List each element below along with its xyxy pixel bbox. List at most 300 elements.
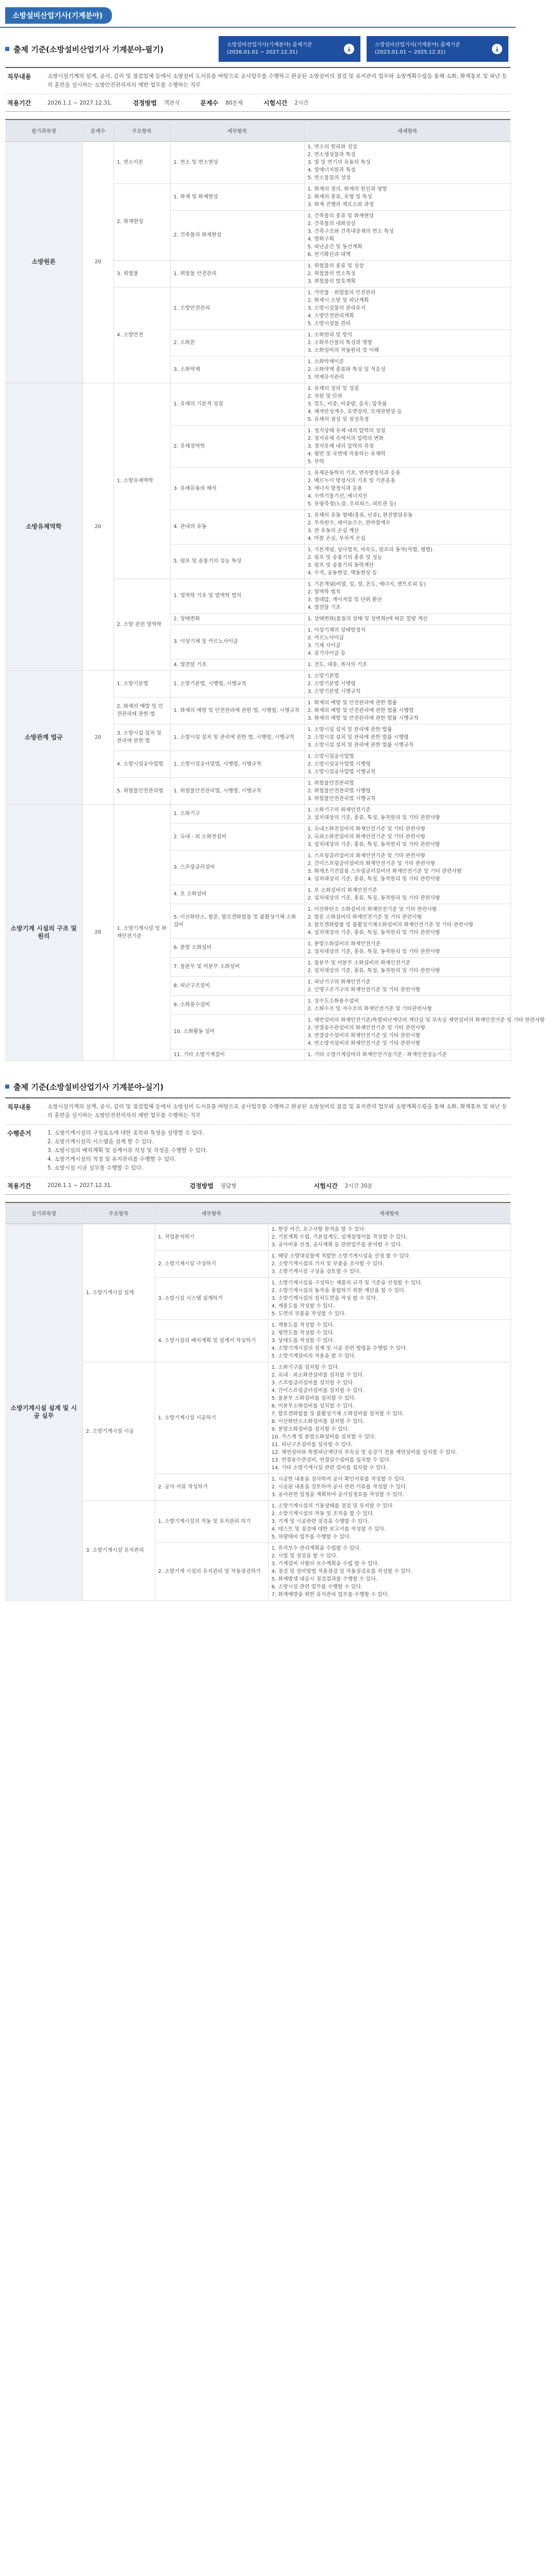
detail-item: 11. 피난구조설비를 설치할 수 있다.: [271, 1442, 353, 1448]
detail-item: 1. 유체운동학의 기초, 연속방정식과 응용: [307, 470, 401, 476]
detail-item: 4. 간이스프링클러설비를 설치할 수 있다.: [271, 1388, 365, 1394]
detail-items: [304, 260, 510, 287]
time-value: 2시간: [294, 100, 309, 106]
detail-item: 2. 펌프 및 송풍기의 종류 및 성능: [307, 554, 383, 561]
table-header-row: [5, 1202, 510, 1224]
question-count: 20: [82, 141, 113, 383]
table-row: [5, 141, 510, 183]
detail-item: 1. 화재의 정의, 화재의 원인과 영향: [307, 186, 387, 192]
detail-item: 2. 소방시설 설치 및 관리에 관한 법률 시행령: [307, 734, 409, 740]
sub-item: 1. 소방시설공사업법, 시행령, 시행규칙: [170, 751, 304, 777]
detail-item: 4. 마찰 손실, 부차적 손실: [307, 535, 366, 541]
detail-item: 2. 열역학 법칙: [307, 589, 341, 595]
detail-item: 3. 상세도를 작성할 수 있다.: [271, 1338, 335, 1344]
time-label: 시험시간: [263, 99, 288, 107]
detail-item: 2. 옥내 · 외소화전설비를 설치할 수 있다.: [271, 1372, 365, 1378]
period-value: 2026.1.1 ~ 2027.12.31.: [47, 99, 112, 106]
detail-item: 4. 설치대상의 기준, 종류, 특징, 동작원리 및 기타 관련사항: [307, 929, 440, 936]
sub-item: 1. 화재의 예방 및 안전관리에 관한 법, 시행령, 시행규칙: [170, 697, 304, 724]
detail-items: [304, 356, 510, 383]
sub-item: 1. 유체의 기본적 성질: [170, 383, 304, 425]
sub-item: 2. 소화론: [170, 329, 304, 356]
detail-item: 2. 할론 소화설비의 화재안전기준 및 기타 관련사항: [307, 914, 422, 920]
main-item: 3. 소방시설 설치 및 관리에 관한 법: [113, 724, 170, 751]
bullet-square-icon: [5, 47, 9, 51]
detail-items: [304, 467, 510, 510]
detail-item: 3. 공사비용 산정, 공사계획 등 관련업무를 분석할 수 있다.: [271, 1242, 403, 1248]
detail-item: 5. 화재발생 대응시 점검결과를 수행할 수 있다.: [271, 1577, 378, 1582]
duty-text: 소방시설기계의 설계, 공사, 감리 및 점검업체 등에서 소방설비 도서류를 바탕으로 공사업무를 수행하고 완공된 소방설비의 점검 및 유지관리 업무와 소방계획수립을 통해 소화, 화재통보 및 피난 등의 훈련을 실시하는 소방안전관리자의 제반 업무를 수행하는 직무: [47, 1103, 507, 1118]
detail-items: [304, 510, 510, 544]
detail-items: [304, 904, 510, 938]
detail-item: 2. 소화수조 및 저수조의 화재안전기준 및 기타관련사항: [307, 1006, 432, 1012]
question-count: 20: [82, 383, 113, 670]
meta-row: [5, 1177, 510, 1194]
detail-item: 3. 소방시설 설치 및 관리에 관한 법률 시행규칙: [307, 742, 414, 748]
duty-label: 직무내용: [7, 1103, 31, 1111]
column-header: 세부항목: [170, 120, 304, 141]
detail-item: 1. 계통도를 작성할 수 있다.: [271, 1323, 335, 1328]
detail-item: 1. 이산화탄소 소화설비의 화재안전기준 및 기타 관련사항: [307, 906, 437, 912]
detail-items: [304, 804, 510, 823]
detail-item: 4. 평면 및 곡면에 작용하는 유체력: [307, 451, 386, 457]
detail-item: 5. 피난공간 및 동선계획: [307, 244, 362, 250]
detail-item: 4. 열에너지원과 특성: [307, 167, 356, 173]
detail-item: 3. 소방기계시설의 설치도면을 작성 할 수 있다.: [271, 1296, 378, 1301]
detail-items: [304, 957, 510, 976]
detail-item: 13. 연결송수관설비, 연결살수설비를 설치할 수 있다.: [271, 1458, 391, 1463]
detail-item: 5. 물분무 소화설비를 설치할 수 있다.: [271, 1396, 356, 1401]
detail-items: [268, 1320, 510, 1362]
detail-item: 2. 연결송수관설비의 화재안전기준 및 기타 관련사항: [307, 1025, 425, 1031]
detail-item: 1. 유체의 정의 및 성질: [307, 385, 359, 392]
detail-item: 4. 증기사이클 등: [307, 650, 346, 656]
detail-items: [304, 885, 510, 904]
performance-label: 수행준거: [7, 1129, 31, 1137]
sub-item: 1. 열역학 기초 및 열역학 법칙: [170, 579, 304, 613]
detail-item: 1. 소방기본법: [307, 673, 339, 679]
sub-item: 5. 펌프 및 송풍기의 성능 특성: [170, 544, 304, 579]
detail-item: 1. 상수도소화용수설비: [307, 998, 359, 1004]
download-buttons: [219, 36, 508, 62]
column-header: 주요항목: [113, 120, 170, 141]
detail-item: 1. 포 소화설비의 화재안전기준: [307, 887, 377, 893]
detail-item: 3. 화재의 예방 및 안전관리에 관한 법률 시행규칙: [307, 715, 419, 721]
detail-item: 3. 소화설비의 작동원리 및 이해: [307, 347, 379, 353]
detail-item: 8. 이산화탄소소화설비를 설치할 수 있다.: [271, 1419, 365, 1425]
detail-item: 4. 체적탄성계수, 표면장력, 모세관현상 등: [307, 409, 402, 415]
detail-item: 14. 기타 소방기계시설 관련 설비를 설치할 수 있다.: [271, 1465, 388, 1471]
main-item: 1. 연소이론: [113, 141, 170, 183]
subject-name: 소방원론: [5, 141, 82, 383]
detail-item: 4. 점검 및 정비방법 적용점검 및 작동점검표를 작성할 수 있다.: [271, 1569, 412, 1574]
detail-item: 1. 전도, 대류, 복사의 기초: [307, 662, 368, 668]
sub-item: 1. 연소 및 연소현상: [170, 141, 304, 183]
detail-item: 1. 위험물안전관리법: [307, 780, 354, 786]
download-button-current[interactable]: [219, 36, 360, 62]
detail-items: [304, 751, 510, 777]
detail-items: [304, 383, 510, 425]
detail-item: 2. 소방기본법 시행령: [307, 681, 356, 687]
detail-item: 1. 기타 소방기계설비의 화재안전기술기준 · 화재안전성능기준: [307, 1052, 447, 1058]
table-row: [5, 670, 510, 697]
detail-item: 1. 소방기계시설의 기동상태를 점검 및 유지할 수 있다.: [271, 1503, 394, 1509]
sub-item: 9. 소화용수설비: [170, 995, 304, 1014]
duty-label: 직무내용: [7, 73, 31, 80]
main-item: 3. 소방기계시설 유지관리: [82, 1501, 155, 1601]
detail-item: 3. 공사관련 일정을 계획하여 공사일정표를 작성할 수 있다.: [271, 1492, 404, 1498]
detail-items: [304, 697, 510, 724]
detail-item: 1. 소화원리 및 방식: [307, 332, 353, 338]
detail-item: 2. 옥외소화전설비의 화재안전기준 및 기타 관련사항: [307, 834, 425, 840]
main-item: 1. 소방유체역학: [113, 383, 170, 579]
sub-item: 2. 공사 서류 작성하기: [155, 1474, 268, 1501]
detail-item: 1. 상태변화(물질의 상태 및 상변화)에 따른 열량 계산: [307, 616, 428, 622]
detail-item: 2. 설치대상의 기준, 종류, 특징, 동작원리 및 기타 관련사항: [307, 948, 440, 955]
detail-item: 3. 펌프 및 송풍기의 동력계산: [307, 562, 374, 568]
detail-item: 1. 제연설비의 화재안전기준/특별피난계단의 계단실 및 부속실 제연설비의 화재안전기준 및 기타 관련사항: [307, 1017, 545, 1023]
detail-item: 1. 기본개념(비열, 일, 열, 온도, 에너지, 엔트로피 등): [307, 581, 426, 587]
subject-name: 소방유체역학: [5, 383, 82, 670]
detail-item: 2. 정지유체 속에서의 압력의 변화: [307, 435, 384, 442]
detail-item: 2. 소방기계시설의 가지 및 부품을 조사할 수 있다.: [271, 1261, 385, 1267]
sub-item: 3. 소방시설 시스템 설계하기: [155, 1278, 268, 1320]
detail-item: 6. 소방시설 관련 업무를 수행할 수 있다.: [271, 1584, 363, 1590]
detail-item: 3. 소방시설물의 관리유지: [307, 305, 366, 311]
detail-item: 3. 밀도, 비중, 비중량, 음속, 압축률: [307, 401, 387, 407]
detail-items: [268, 1362, 510, 1474]
table-row: [5, 1224, 510, 1251]
detail-item: 1. 연소의 원리와 성상: [307, 144, 357, 150]
detail-item: 3. 약제유지관리: [307, 374, 344, 380]
detail-item: 2. 시험 및 점검을 할 수 있다.: [271, 1553, 338, 1559]
download-button-label: 소방설비산업기사(기계분야) 출제기준 (2026.01.01 ~ 2027.12.31): [227, 42, 312, 55]
sub-item: 7. 물분무 및 미분무 소화설비: [170, 957, 304, 976]
sub-item: 5. 이산화탄소, 할론, 할로겐화합물 및 불활성기체 소화설비: [170, 904, 304, 938]
practical-title: 출제 기준(소방설비산업기사 기계분야-실기): [5, 1081, 163, 1092]
category-header: [0, 0, 516, 24]
detail-items: [304, 1014, 545, 1049]
practical-info-box: [5, 1097, 510, 1195]
detail-items: [304, 823, 510, 850]
detail-item: 1. 소방시설 설치 및 관리에 관한 법률: [307, 726, 392, 733]
practical-standards-table: [5, 1202, 511, 1601]
detail-item: 3. 스프링클러설비를 설치할 수 있다.: [271, 1380, 355, 1386]
detail-items: [268, 1474, 510, 1501]
detail-item: 1. 시공한 내용을 검사하여 공사 확인서류를 작성할 수 있다.: [271, 1477, 406, 1482]
detail-item: 1. 소화기구의 화재안전기준: [307, 807, 371, 813]
detail-item: 5. 유량측정(노즐, 오리피스, 피토관 등): [307, 501, 397, 507]
written-standards-table: [5, 119, 545, 1061]
main-item: 4. 소방안전: [113, 287, 170, 383]
detail-item: 3. 관 유동의 손실 계산: [307, 528, 359, 534]
sub-item: 6. 분말 소화설비: [170, 938, 304, 957]
detail-item: 5. 부력: [307, 459, 324, 465]
detail-item: 2. 차원 및 단위: [307, 393, 342, 399]
detail-item: 2. 무차원수, 레이놀즈수, 관마찰계수: [307, 520, 391, 526]
detail-item: 3. 설치대상의 기준, 종류, 특징, 동작원리 및 기타 관련사항: [307, 841, 440, 848]
detail-item: 1. 건축물의 종류 및 화재현상: [307, 213, 374, 219]
sub-item: 1. 작업분석하기: [155, 1224, 268, 1251]
main-item: 2. 소방기계시설 시공: [82, 1362, 155, 1501]
detail-items: [304, 329, 510, 356]
detail-items: [268, 1543, 510, 1601]
detail-items: [304, 938, 510, 957]
sub-item: 8. 피난구조설비: [170, 976, 304, 995]
detail-item: 5. 유체의 점성 및 점성측정: [307, 416, 369, 422]
detail-item: 1. 옥내소화전설비의 화재안전기준 및 기타 관련사항: [307, 826, 425, 832]
detail-items: [304, 659, 510, 670]
detail-item: 1. 가연물 · 위험물의 안전관리: [307, 290, 376, 296]
question-count: 20: [82, 804, 113, 1060]
detail-item: 2. 기본계획 수립, 기본설계도, 설계설명서를 작성할 수 있다.: [271, 1234, 408, 1240]
detail-item: 2. 소화부산물의 특성과 영향: [307, 340, 372, 346]
sub-item: 4. 관내의 유동: [170, 510, 304, 544]
detail-items: [304, 976, 510, 995]
detail-item: 4. 설치대상의 기준, 종류, 특징, 동작원리 및 기타 관련사항: [307, 876, 440, 882]
detail-item: 1. 위험물의 종류 및 성상: [307, 263, 364, 269]
sub-item: 1. 소방안전관리: [170, 287, 304, 329]
detail-items: [304, 850, 510, 885]
column-header: 세세항목: [268, 1202, 510, 1224]
sub-item: 2. 유체정역학: [170, 425, 304, 467]
table-row: [5, 383, 510, 425]
detail-item: 4. 연소방지설비의 화재안전기준 및 기타 관련사항: [307, 1040, 421, 1046]
detail-item: 2. 화재의 예방 및 안전관리에 관한 법률 시행령: [307, 707, 414, 714]
sub-item: 1. 소방기계시설의 작동 및 유지관리 하기: [155, 1501, 268, 1543]
detail-items: [304, 624, 510, 659]
detail-item: 1. 소방시설공사업법: [307, 753, 354, 759]
time-value: 2시간 30분: [344, 1182, 373, 1189]
detail-items: [304, 141, 510, 183]
sub-item: 2. 상태변화: [170, 613, 304, 624]
detail-item: 7. 할로겐화합물 및 불활성기체 소화설비를 설치할 수 있다.: [271, 1411, 404, 1417]
sub-item: 1. 소방기계시설 시공하기: [155, 1362, 268, 1474]
detail-item: 1. 이상기체의 상태방정식: [307, 627, 366, 633]
detail-item: 4. 수격, 공동현상, 맥동현상 등: [307, 570, 377, 576]
detail-item: 3. 에너지 방정식과 응용: [307, 485, 362, 492]
detail-items: [304, 613, 510, 624]
download-icon: ⤓: [344, 44, 354, 54]
detail-item: 4. 소방기계시설의 설계 및 시공 관련 법령을 수행할 수 있다.: [271, 1346, 408, 1351]
detail-items: [304, 579, 510, 613]
sub-item: 2. 옥내 · 외 소화전설비: [170, 823, 304, 850]
detail-item: 3. 소방시설공사업법 시행규칙: [307, 769, 376, 775]
detail-item: 1. 유지보수 관리계획을 수립할 수 있다.: [271, 1546, 361, 1551]
sub-item: 1. 화재 및 화재현상: [170, 183, 304, 210]
sub-item: 2. 건축물의 화재현상: [170, 210, 304, 260]
detail-item: 2. 간이스프링클러설비의 화재안전기준 및 기타 관련사항: [307, 860, 436, 867]
detail-item: 5. 소방기계설비의 적용을 할 수 있다.: [271, 1353, 356, 1359]
sub-item: 1. 소화기구: [170, 804, 304, 823]
detail-item: 1. 소화약제이론: [307, 359, 344, 365]
sub-item: 1. 소방기본법, 시행령, 시행규칙: [170, 670, 304, 697]
detail-item: 3. 연결살수설비의 화재안전기준 및 기타 관련사항: [307, 1032, 421, 1039]
bullet-square-icon: [5, 1084, 9, 1089]
main-item: 1. 소방기계시설 설계: [82, 1224, 155, 1362]
detail-item: 2. 소화약제 종류와 특성 및 적응성: [307, 366, 386, 372]
detail-item: 1. 소방기계시설을 구성하는 제품의 규격 및 기준을 선정할 수 있다.: [271, 1280, 422, 1286]
detail-item: 4. 소방안전관리계획: [307, 313, 354, 319]
detail-item: 4. 열전달 기초: [307, 604, 341, 611]
detail-item: 2. 화재의 종류, 유형 및 특성: [307, 194, 372, 200]
detail-item: 4. 테스트 및 점검에 대한 보고서를 작성할 수 있다.: [271, 1527, 386, 1532]
detail-item: 5. 연소물질의 성상: [307, 175, 351, 181]
detail-item: 1. 분말소화설비의 화재안전기준: [307, 941, 381, 947]
download-button-previous[interactable]: [367, 36, 508, 62]
written-info-box: [5, 67, 510, 112]
detail-item: 1. 스프링클러설비의 화재안전기준 및 기타 관련사항: [307, 853, 425, 859]
detail-item: 1. 화재의 예방 및 안전관리에 관한 법률: [307, 700, 398, 706]
detail-items: [304, 777, 510, 804]
detail-item: 9. 분말소화설비를 설치할 수 있다.: [271, 1427, 350, 1432]
detail-item: 10. 가스계 및 분말소화설비를 설치할 수 있다.: [271, 1434, 376, 1440]
sub-item: 4. 열전달 기초: [170, 659, 304, 670]
column-header: 필기과목명: [5, 120, 82, 141]
detail-item: 7. 화재예방을 위한 유지관리 업무를 수행할 수 있다.: [271, 1592, 389, 1598]
detail-item: 1. 소화기구를 설치할 수 있다.: [271, 1365, 340, 1370]
detail-item: 1. 피난기구의 화재안전기준: [307, 979, 371, 985]
detail-item: 2. 소방시설공사업법 시행령: [307, 761, 371, 767]
detail-item: 4. 방화구획: [307, 236, 334, 242]
detail-item: 2. 설치대상의 기준, 종류, 특징, 동작원리 및 기타 관련사항: [307, 815, 440, 821]
category-tag: 소방설비산업기사(기계분야): [5, 7, 112, 24]
detail-item: 2. 설치대상의 기준, 종류, 특징, 동작원리 및 기타 관련사항: [307, 895, 440, 901]
detail-item: 2. 인명구조기구의 화재안전기준 및 기타 관련사항: [307, 987, 421, 993]
detail-item: 6. 연기확산과 대책: [307, 251, 351, 258]
detail-item: 3. 위험물안전관리법 시행규칙: [307, 795, 376, 802]
sub-item: 1. 소방시설 설치 및 관리에 관한 법, 시행령, 시행규칙: [170, 724, 304, 751]
detail-items: [304, 425, 510, 467]
detail-item: 3. 기계설비 사항의 보수계획을 수립 할 수 있다.: [271, 1561, 379, 1567]
count-label: 문제수: [200, 99, 219, 107]
detail-item: 2. 소방기계시설의 작동 및 조작을 할 수 있다.: [271, 1511, 374, 1517]
main-item: 2. 소방 관련 열역학: [113, 579, 170, 670]
period-label: 적용기간: [7, 1182, 31, 1190]
detail-items: [268, 1278, 510, 1320]
detail-item: 2. 카르노사이클: [307, 635, 344, 641]
detail-item: 2. 평면도를 작성할 수 있다.: [271, 1330, 335, 1336]
column-header: 문제수: [82, 120, 113, 141]
detail-items: [304, 210, 510, 260]
detail-item: 2. 설치대상의 기준, 종류, 특징, 동작원리 및 기타 관련사항: [307, 968, 440, 974]
detail-item: 3. 화재조기진압용 스프링클러설비의 화재안전기준 및 기타 관련사항: [307, 868, 462, 874]
sub-item: 1. 위험물안전관리법, 시행령, 시행규칙: [170, 777, 304, 804]
column-header: 세부항목: [155, 1202, 268, 1224]
detail-item: 3. 소방기본법 시행규칙: [307, 688, 361, 694]
duty-text: 소방시설기계의 설계, 공사, 감리 및 점검업체 등에서 소방설비 도서류를 바탕으로 공사업무를 수행하고 완공된 소방설비의 점검 및 유지관리 업무와 소방계획수립을 통해 소화, 화재통보 및 피난 등의 훈련을 실시하는 소방안전관리자의 제반 업무를 수행하는 직무: [47, 73, 507, 88]
table-row: [5, 804, 510, 823]
detail-item: 4. 계통도를 작성할 수 있다.: [271, 1303, 335, 1309]
detail-item: 3. 기계 및 시공관련 점검을 수행할 수 있다.: [271, 1519, 370, 1524]
detail-item: 2. 건축물의 내화성상: [307, 221, 356, 227]
detail-item: 12. 제연설비와 특별피난계단의 부속실 및 승강기 전용 제연설비를 설치할 수 있다.: [271, 1450, 457, 1455]
practical-section-header: [0, 1061, 516, 1097]
detail-item: 2. 화재시 소방 및 피난계획: [307, 297, 369, 303]
detail-items: [268, 1224, 510, 1251]
detail-item: 1. 기본개념, 상사법칙, 비속도, 펌프의 동작(직렬, 병렬): [307, 547, 433, 553]
meta-row: [5, 94, 510, 111]
main-item: 1. 소방기본법: [113, 670, 170, 697]
detail-item: 1. 유체의 유동 형태(층류, 난류), 완전발달유동: [307, 512, 413, 518]
column-header: 실기과목명: [5, 1202, 82, 1224]
detail-item: 5. 차량대비 업무를 수행할 수 있다.: [271, 1534, 351, 1540]
period-label: 적용기간: [7, 99, 31, 107]
method-label: 검정방법: [133, 99, 157, 107]
detail-item: 3. 건축구조와 건축내장재의 연소 특성: [307, 228, 394, 234]
sub-item: 3. 스프링클러설비: [170, 850, 304, 885]
detail-item: 3. 위험물의 방호계획: [307, 278, 356, 284]
detail-items: [304, 995, 510, 1014]
main-item: 2. 화재현상: [113, 183, 170, 260]
subject-name: 소방기계 시설의 구조 및 원리: [5, 804, 82, 1060]
performance-row: [5, 1124, 510, 1177]
written-title: 출제 기준(소방설비산업기사 기계분야-필기): [5, 44, 163, 55]
sub-item: 11. 기타 소방기계설비: [170, 1049, 304, 1060]
table-header-row: [5, 120, 510, 141]
written-section-header: [0, 28, 516, 67]
detail-item: 2. 베르누이 방정식의 기초 및 기본응용: [307, 478, 395, 484]
subject-name: 소방기계시설 설계 및 시공 실무: [5, 1224, 82, 1601]
detail-item: 2. 위험물안전관리법 시행령: [307, 788, 371, 794]
main-item: 2. 화재의 예방 및 안전관리에 관한 법: [113, 697, 170, 724]
detail-item: 5. 소방시설물 관리: [307, 320, 351, 327]
detail-items: [304, 183, 510, 210]
detail-items: [304, 670, 510, 697]
detail-item: 2. 연소생성물과 특성: [307, 151, 356, 158]
sub-item: 3. 소화약제: [170, 356, 304, 383]
detail-item: 1. 정지상태 유체 내의 압력의 성질: [307, 428, 386, 434]
method-value: 객관식: [164, 100, 180, 106]
sub-item: 3. 이상기체 및 카르노사이클: [170, 624, 304, 659]
detail-item: 4. 수력기울기선, 에너지선: [307, 493, 368, 499]
method-label: 검정방법: [189, 1182, 214, 1190]
detail-item: 2. 위험물의 연소특성: [307, 270, 356, 277]
detail-item: 3. 절대압, 게이지압 및 단위 환산: [307, 597, 383, 603]
performance-list: 1. 소방기계시설의 구성요소에 대한 조작과 특성을 설명할 수 있다. 2. 소방기계시설의 시스템을 설계 할 수 있다. 3. 소방시설의 배치계획 및 설계서류 작성 및 작성을 수행할 수 있다. 4. 소방기계시설의 적정 및 유지관리를 수행할 수 있다. 5. 소방시설 시공 실무를 수행할 수 있다.: [47, 1129, 208, 1171]
detail-item: 1. 현장 여건, 요구사항 분석을 할 수 있다.: [271, 1227, 366, 1232]
detail-item: 3. 할로겐화합물 및 불활성기체소화설비의 화재안전기준 및 기타 관련사항: [307, 922, 474, 928]
sub-item: 4. 소방시설의 배치계획 및 설계서 작성하기: [155, 1320, 268, 1362]
main-item: 4. 소방시설공사업법: [113, 751, 170, 777]
time-label: 시험시간: [313, 1182, 338, 1190]
question-count: 20: [82, 670, 113, 804]
sub-item: 2. 소방기계시설 구성하기: [155, 1251, 268, 1278]
detail-item: 2. 소방기계시설의 동작을 종합하기 위한 계산을 할 수 있다.: [271, 1288, 406, 1294]
detail-items: [304, 544, 510, 579]
download-button-label: 소방설비산업기사(기계분야) 출제기준 (2023.01.01 ~ 2025.12.31): [375, 42, 460, 55]
detail-item: 3. 화재 진행의 제요소와 과정: [307, 201, 374, 208]
detail-item: 3. 정지유체 내의 압력의 측정: [307, 443, 374, 449]
sub-item: 3. 유체유동의 해석: [170, 467, 304, 510]
column-header: 주요항목: [82, 1202, 155, 1224]
method-value: 필답형: [221, 1182, 237, 1189]
detail-item: 1. 물분무 및 미분무 소화설비의 화재안전기준: [307, 960, 410, 966]
detail-items: [268, 1501, 510, 1543]
sub-item: 4. 포 소화설비: [170, 885, 304, 904]
duty-row: [5, 1098, 510, 1124]
count-value: 80문제: [225, 100, 243, 106]
sub-item: 10. 소화활동 설비: [170, 1014, 304, 1049]
main-item: 3. 위험물: [113, 260, 170, 287]
sub-item: 2. 소방기계 시설의 유지관리 및 작동점검하기: [155, 1543, 268, 1601]
detail-items: [304, 287, 510, 329]
detail-items: [304, 1049, 510, 1060]
detail-item: 3. 소방기계시설 구성을 검토할 수 있다.: [271, 1269, 361, 1275]
column-header: 세세항목: [304, 120, 510, 141]
detail-item: 2. 시공된 내용을 검토하여 공사 관련 서류를 작성할 수 있다.: [271, 1484, 408, 1490]
sub-item: 1. 위험물 안전관리: [170, 260, 304, 287]
